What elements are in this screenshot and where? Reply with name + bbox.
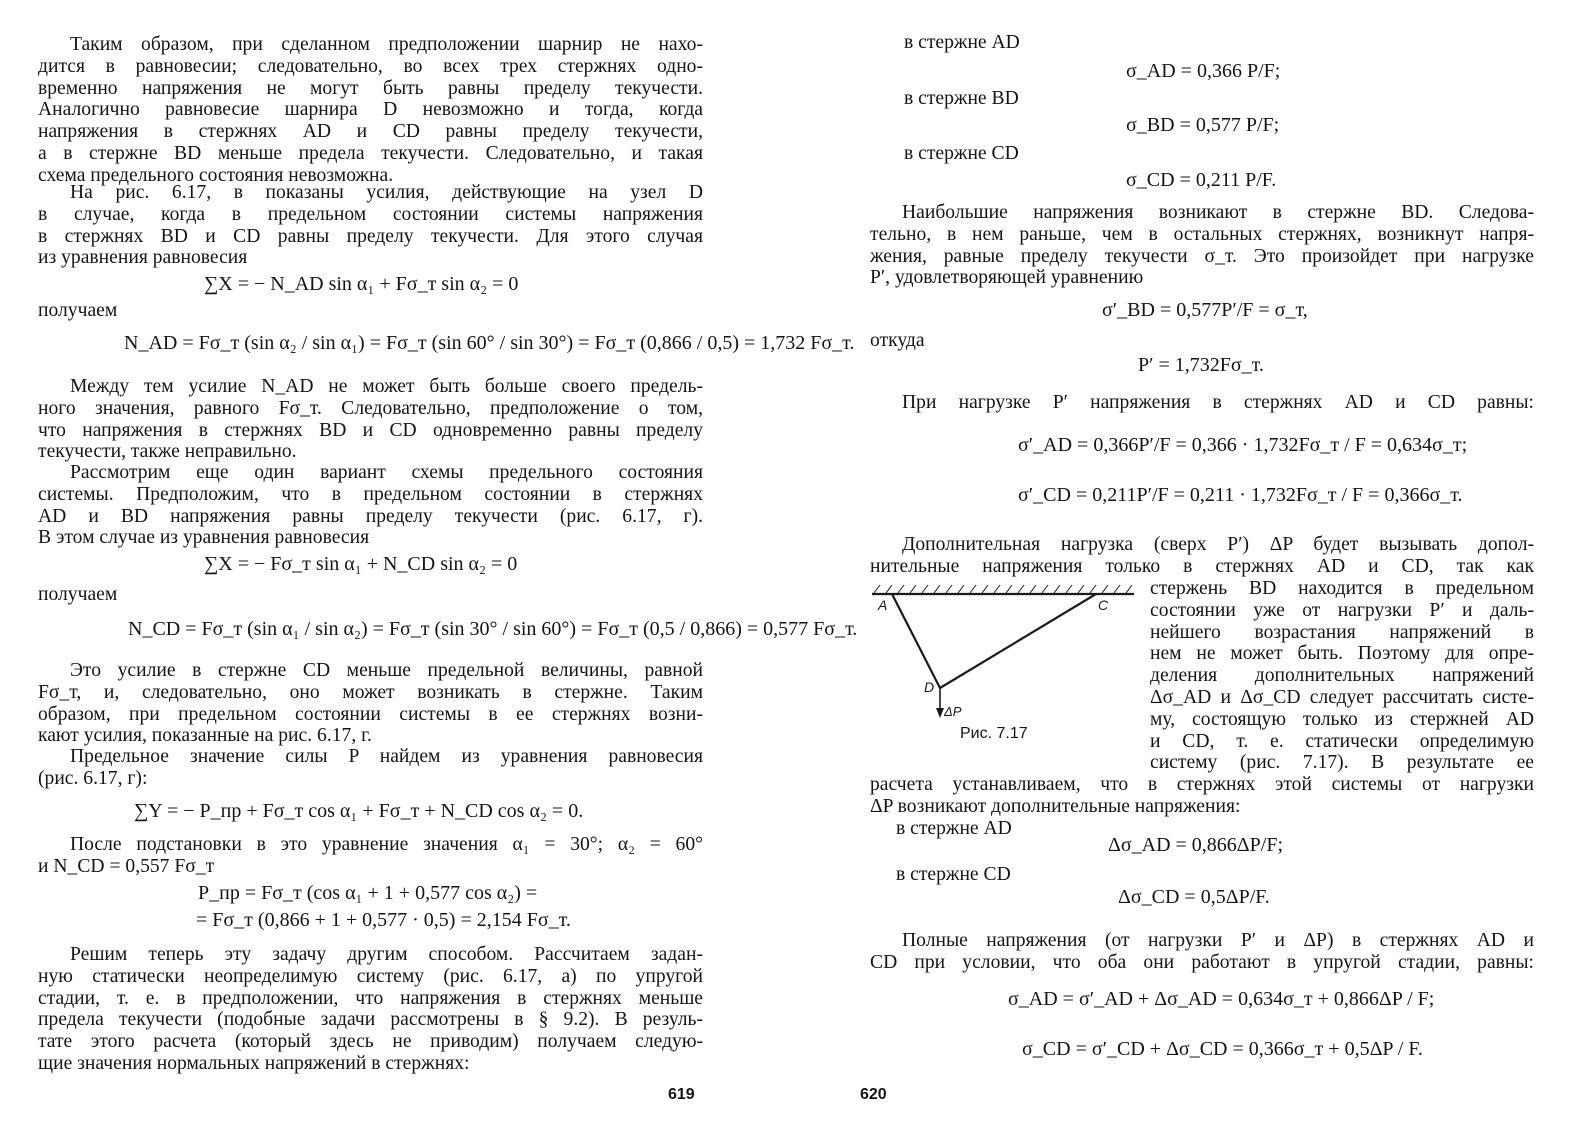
label-rod-ad-2: в стержне AD	[896, 818, 1012, 839]
right-paragraph-3-rest	[870, 774, 1534, 818]
label-node-d: D	[924, 679, 935, 695]
equation-p-pr-1: P_пр = Fσ_т (cos α₁ + 1 + 0,577 cos α₂) =	[198, 882, 538, 904]
text-line: тельно, в нем раньше, чем в остальных стержнях, возникнут напря-	[870, 223, 1534, 245]
text-line: текучести, также неправильно.	[38, 441, 297, 463]
text-line: AD и BD напряжения равны пределу текучести (рис. 6.17, г).	[38, 505, 703, 527]
equation-delta-sigma-cd: Δσ_CD = 0,5ΔP/F.	[1118, 886, 1270, 908]
figure-caption: Рис. 7.17	[960, 725, 1028, 742]
label-node-c: C	[1098, 597, 1109, 613]
equation-full-sigma-ad: σ_AD = σ′_AD + Δσ_AD = 0,634σ_т + 0,866ΔP / F;	[1008, 988, 1435, 1010]
left-paragraph-3	[38, 376, 703, 463]
left-paragraph-2	[38, 182, 703, 269]
text-line: кают усилия, показанные на рис. 6.17, г.	[38, 725, 372, 747]
text-line: му, состоящую только из стержней AD	[1150, 708, 1534, 730]
text-poluchaem-2: получаем	[38, 584, 118, 605]
text-line: Между тем усилие N_AD не может быть больше своего предель-	[70, 376, 703, 397]
label-load: ΔP	[944, 704, 962, 719]
left-paragraph-4	[38, 462, 703, 549]
page-number-left: 619	[668, 1086, 695, 1103]
label-node-a: A	[878, 597, 888, 613]
text-line: и N_CD = 0,557 Fσ_т	[38, 855, 215, 877]
text-line: из уравнения равновесия	[38, 247, 248, 269]
equation-sum-x-1: ∑X = − N_AD sin α₁ + Fσ_т sin α₂ = 0	[204, 273, 519, 295]
text-line: Решим теперь эту задачу другим способом. Рассчитаем задан-	[70, 944, 703, 965]
figure-7-17	[870, 580, 1140, 750]
equation-delta-sigma-ad: Δσ_AD = 0,866ΔP/F;	[1108, 834, 1284, 856]
equation-full-sigma-cd: σ_CD = σ′_CD + Δσ_CD = 0,366σ_т + 0,5ΔP / F.	[1022, 1038, 1423, 1060]
text-line: P′, удовлетворяющей уравнению	[870, 267, 1144, 289]
label-rod-cd-2: в стержне CD	[896, 864, 1011, 885]
text-line: а в стержне BD меньше предела текучести. Следовательно, и такая	[38, 142, 703, 164]
left-paragraph-8	[38, 944, 703, 1075]
text-line: систему (рис. 7.17). В результате ее	[1150, 752, 1534, 774]
text-line: Рассмотрим еще один вариант схемы предельного состояния	[70, 462, 703, 483]
right-paragraph-3-wrap	[1150, 578, 1534, 774]
right-paragraph-2: При нагрузке P′ напряжения в стержнях AD и CD равны:	[902, 392, 1534, 413]
text-line: напряжения в стержнях AD и CD равны пределу текучести,	[38, 121, 703, 143]
text-line: состоянии уже от нагрузки P′ и даль-	[1150, 599, 1534, 621]
left-paragraph-1	[38, 34, 703, 187]
text-line: расчета устанавливаем, что в стержнях этой системы от нагрузки	[870, 774, 1534, 795]
load-arrow-head	[936, 708, 944, 718]
text-line: нительные напряжения только в стержнях AD и CD, так как	[870, 555, 1534, 577]
text-line: Fσ_т, и, следовательно, оно может возникать в стержне. Таким	[38, 681, 703, 703]
right-paragraph-1	[870, 202, 1534, 289]
left-paragraph-7	[38, 834, 703, 878]
text-line: CD при условии, что оба они работают в упругой стадии, равны:	[870, 951, 1534, 973]
text-otkuda: откуда	[870, 330, 925, 351]
text-line: Полные напряжения (от нагрузки P′ и ΔP) в стержнях AD и	[902, 930, 1534, 951]
label-rod-cd: в стержне CD	[904, 143, 1019, 164]
equation-p-prime: P′ = 1,732Fσ_т.	[1138, 354, 1264, 376]
text-line: жения, равные пределу текучести σ_т. Это произойдет при нагрузке	[870, 245, 1534, 267]
text-line: нем не может быть. Поэтому для опре-	[1150, 643, 1534, 665]
page-number-right: 620	[860, 1086, 887, 1103]
text-line: образом, при предельном состоянии системы в ее стержнях возни-	[38, 703, 703, 725]
left-page	[38, 0, 858, 1148]
equation-sigma-ad-prime: σ′_AD = 0,366P′/F = 0,366 · 1,732Fσ_т / F = 0,634σ_т;	[1018, 434, 1468, 456]
text-line: что напряжения в стержнях BD и CD одновременно равны пределу	[38, 419, 703, 441]
right-paragraph-3-full	[870, 534, 1534, 578]
text-line: предела текучести (подобные задачи рассмотрены в § 9.2). В резуль-	[38, 1009, 703, 1031]
text-line: щие значения нормальных напряжений в стержнях:	[38, 1052, 470, 1074]
text-line: (рис. 6.17, г):	[38, 767, 148, 789]
label-rod-bd: в стержне BD	[904, 88, 1019, 109]
text-line: и CD, т. е. статически определимую	[1150, 730, 1534, 752]
equation-sum-y: ∑Y = − P_пр + Fσ_т cos α₁ + Fσ_т + N_CD cos α₂ = 0.	[134, 800, 584, 822]
text-line: тате этого расчета (который здесь не приводим) получаем следую-	[38, 1031, 703, 1053]
text-line: Наибольшие напряжения возникают в стержне BD. Следова-	[902, 202, 1534, 223]
equation-sigma-bd-prime: σ′_BD = 0,577P′/F = σ_т,	[1102, 299, 1308, 321]
text-line: нейшего возрастания напряжений в	[1150, 621, 1534, 643]
text-poluchaem-1: получаем	[38, 300, 118, 321]
text-line: схема предельного состояния невозможна.	[38, 164, 394, 186]
text-line: Предельное значение силы P найдем из уравнения равновесия	[70, 746, 703, 767]
equation-p-pr-2: = Fσ_т (0,866 + 1 + 0,577 · 0,5) = 2,154 Fσ_т.	[196, 909, 571, 931]
equation-n-ad: N_AD = Fσ_т (sin α₂ / sin α₁) = Fσ_т (sin 60° / sin 30°) = Fσ_т (0,866 / 0,5) = 1,732 Fσ_т.	[124, 332, 855, 354]
equation-sigma-ad: σ_AD = 0,366 P/F;	[1126, 60, 1281, 82]
equation-sigma-cd-prime: σ′_CD = 0,211P′/F = 0,211 · 1,732Fσ_т / F = 0,366σ_т.	[1018, 484, 1463, 506]
text-line: стадии, т. е. в предположении, что напряжения в стержнях меньше	[38, 987, 703, 1009]
support-hatching	[874, 585, 1132, 593]
text-line: Дополнительная нагрузка (сверх P′) ΔP будет вызывать допол-	[902, 534, 1534, 555]
text-line: дится в равновесии; следовательно, во всех трех стержнях одно-	[38, 55, 703, 77]
text-line: ного значения, равного Fσ_т. Следовательно, предположение о том,	[38, 397, 703, 419]
right-paragraph-4	[870, 930, 1534, 974]
text-line: в стержнях BD и CD равны пределу текучести. Для этого случая	[38, 225, 703, 247]
text-line: После подстановки в это уравнение значения α₁ = 30°; α₂ = 60°	[70, 834, 703, 855]
text-line: Таким образом, при сделанном предположении шарнир не нахо-	[70, 34, 703, 55]
text-line: На рис. 6.17, в показаны усилия, действующие на узел D	[70, 182, 703, 203]
left-paragraph-6	[38, 746, 703, 790]
text-line: в случае, когда в предельном состоянии системы напряжения	[38, 203, 703, 225]
text-line: ную статически неопределимую систему (рис. 6.17, а) по упругой	[38, 965, 703, 987]
rod-cd	[940, 594, 1096, 688]
text-line: Это усилие в стержне CD меньше предельной величины, равной	[70, 660, 703, 681]
right-page	[860, 0, 1542, 1148]
equation-sum-x-2: ∑X = − Fσ_т sin α₁ + N_CD sin α₂ = 0	[204, 553, 518, 575]
label-rod-ad: в стержне AD	[904, 32, 1020, 53]
text-line: Аналогично равновесие шарнира D невозможно и тогда, когда	[38, 99, 703, 121]
text-line: стержень BD находится в предельном	[1150, 578, 1534, 599]
left-paragraph-5	[38, 660, 703, 747]
rod-ad	[892, 594, 940, 688]
text-line: деления дополнительных напряжений	[1150, 665, 1534, 687]
text-line: Δσ_AD и Δσ_CD следует рассчитать систе-	[1150, 686, 1534, 708]
text-line: временно напряжения не могут быть равны пределу текучести.	[38, 77, 703, 99]
text-line: системы. Предположим, что в предельном состоянии в стержнях	[38, 483, 703, 505]
text-line: ΔP возникают дополнительные напряжения:	[870, 795, 1241, 817]
equation-sigma-cd: σ_CD = 0,211 P/F.	[1126, 169, 1277, 191]
text-line: В этом случае из уравнения равновесия	[38, 527, 370, 549]
equation-n-cd: N_CD = Fσ_т (sin α₁ / sin α₂) = Fσ_т (sin 30° / sin 60°) = Fσ_т (0,5 / 0,866) = 0,577 Fσ_т.	[128, 618, 858, 640]
equation-sigma-bd: σ_BD = 0,577 P/F;	[1126, 114, 1280, 136]
